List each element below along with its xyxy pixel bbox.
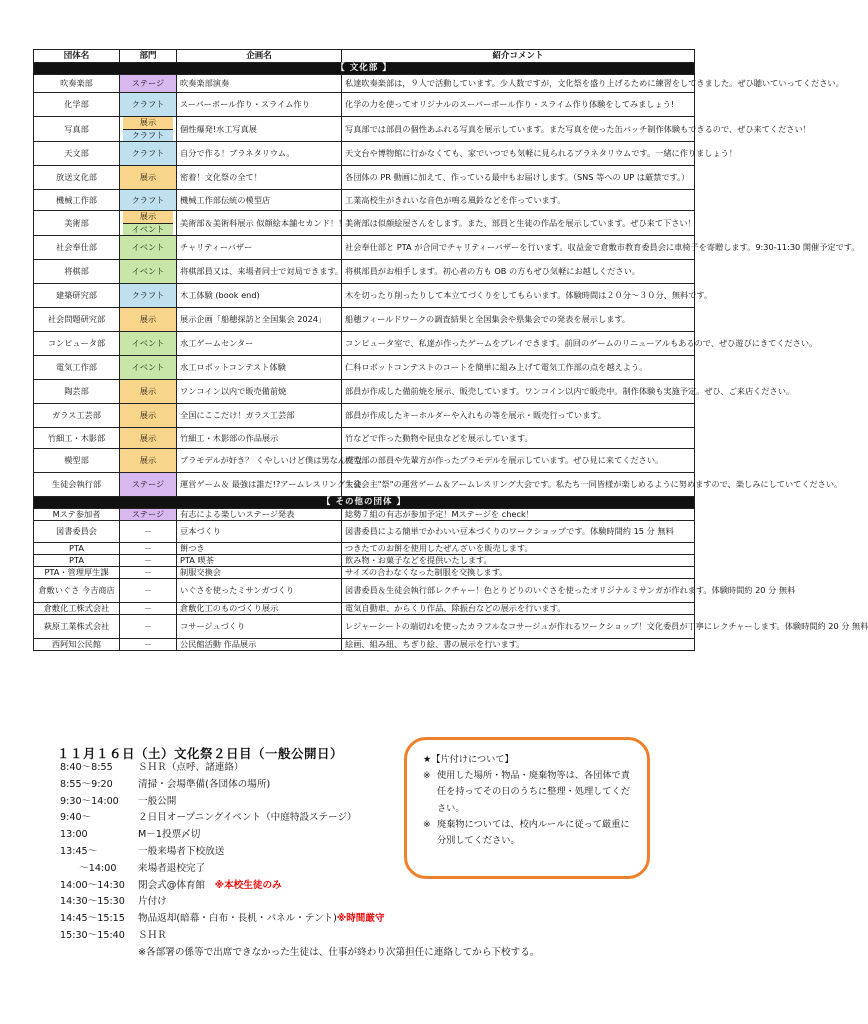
event-title: 機械工作部伝統の模型店 <box>177 190 342 211</box>
event-comment: 船穂フィールドワークの調査結果と全国集会や県集会での発表を展示します。 <box>342 308 695 332</box>
table-row <box>34 579 695 603</box>
category-badge: クラフト <box>123 129 173 142</box>
header-group: 団体名 <box>34 50 120 63</box>
note-mark: ※ <box>423 818 431 830</box>
event-title: 美術部＆美術科展示 似顔絵本舗セカンド！！！ <box>177 211 342 236</box>
category-cell: － <box>120 639 177 651</box>
table-row <box>34 166 695 190</box>
group-name: 機械工作部 <box>34 190 120 211</box>
event-title: コサージュづくり <box>177 615 342 639</box>
group-name: 電気工作部 <box>34 356 120 380</box>
event-title: スーパーボール作り・スライム作り <box>177 93 342 117</box>
event-title: いぐさを使ったミサンガづくり <box>177 579 342 603</box>
table-row <box>34 236 695 260</box>
event-title: 木工体験 (book end) <box>177 284 342 308</box>
group-name: 放送文化部 <box>34 166 120 190</box>
event-comment: 飲み物・お菓子などを提供いたします。 <box>342 555 695 567</box>
schedule-time: ～14:00 <box>60 862 117 874</box>
cleanup-notice-box <box>404 737 650 879</box>
group-name: 社会奉仕部 <box>34 236 120 260</box>
cleanup-title: ★【片付けについて】 <box>423 754 514 765</box>
category-cell: 展示 <box>120 404 177 428</box>
table-row <box>34 509 695 521</box>
event-title: 餅つき <box>177 543 342 555</box>
event-title: 倉敷化工のものづくり展示 <box>177 603 342 615</box>
table-row <box>34 356 695 380</box>
table-row <box>34 332 695 356</box>
category-cell: － <box>120 521 177 543</box>
event-comment: 模型部の部員や先輩方が作ったプラモデルを展示しています。ぜひ見に来てください。 <box>342 449 695 473</box>
schedule-item: 清掃・会場準備(各団体の場所) <box>138 778 271 790</box>
event-comment: サイズの合わなくなった制服を交換します。 <box>342 567 695 579</box>
table-row <box>34 567 695 579</box>
schedule-time: 8:40～8:55 <box>60 762 113 773</box>
category-cell: クラフト <box>120 93 177 117</box>
schedule-time: 9:40～ <box>60 812 92 824</box>
category-badge: 展示 <box>123 117 173 129</box>
event-title: 将棋部員又は、来場者同士で対局できます。 <box>177 260 342 284</box>
schedule-item: ２日目オープニングイベント（中庭特設ステージ） <box>138 812 357 824</box>
event-comment: 写真部では部員の個性あふれる写真を展示しています。また写真を使った缶バッチ制作体験もできるので、ぜひ来てください！ <box>342 117 695 142</box>
event-title: 水工ゲームセンター <box>177 332 342 356</box>
schedule-warning: ※時間厳守 <box>336 913 385 925</box>
table-row <box>34 260 695 284</box>
category-badge: 展示 <box>123 211 173 223</box>
event-title: プラモデルが好き？ くやしいけど僕は男なんだな <box>177 449 342 473</box>
schedule-item: 片付け <box>138 896 167 908</box>
schedule-item: ＳＨＲ（点呼、諸連絡） <box>138 762 244 773</box>
group-name: 倉敷いぐさ 今吉商店 <box>34 579 120 603</box>
event-comment: 生徒会主"祭"の運営ゲーム＆アームレスリング大会です。私たち一同皆様が楽しめるように努めますので、楽しみにしていてください。 <box>342 473 695 497</box>
category-cell: クラフト <box>120 284 177 308</box>
event-title: ワンコイン以内で販売備前焼 <box>177 380 342 404</box>
group-name: PTA <box>34 555 120 567</box>
event-comment: レジャーシートの端切れを使ったカラフルなコサージュが作れるワークショップ！文化委員が丁寧にレクチャーします。体験時間約 20 分 無料 <box>342 615 695 639</box>
event-title: PTA 喫茶 <box>177 555 342 567</box>
category-cell: イベント <box>120 236 177 260</box>
group-name: PTA・管理厚生課 <box>34 567 120 579</box>
table-row <box>34 117 695 142</box>
schedule-row <box>60 928 539 945</box>
event-comment: 社会奉仕部と PTA が合同でチャリティーバザーを行います。収益金で倉敷市教育委員会に車椅子を寄贈します。9:30-11:30 開催予定です。 <box>342 236 695 260</box>
schedule-time: 8:55～9:20 <box>60 778 113 790</box>
table-row <box>34 211 695 236</box>
table-row <box>34 284 695 308</box>
category-cell: － <box>120 567 177 579</box>
event-comment: 将棋部員がお相手します。初心者の方も OB の方もぜひ気軽にお越しください。 <box>342 260 695 284</box>
group-name: コンピュータ部 <box>34 332 120 356</box>
schedule-time: 14:30～15:30 <box>60 896 125 908</box>
category-cell: － <box>120 615 177 639</box>
group-name: 化学部 <box>34 93 120 117</box>
schedule-item: 閉会式@体育館 <box>138 879 215 891</box>
event-comment: 図書委員＆生徒会執行部レクチャー！色とりどりのいぐさを使ったオリジナルミサンガが作れます。体験時間約 20 分 無料 <box>342 579 695 603</box>
table-row <box>34 190 695 211</box>
table-row <box>34 521 695 543</box>
event-title: 個性爆発!水工写真展 <box>177 117 342 142</box>
section-header-culture: 【 文化部 】 <box>34 63 695 75</box>
event-title: 吹奏楽部演奏 <box>177 75 342 93</box>
event-comment: 部員が作成したキーホルダーや入れもの等を展示・販売行っています。 <box>342 404 695 428</box>
category-cell: － <box>120 579 177 603</box>
culture-section <box>34 63 860 497</box>
group-name: 模型部 <box>34 449 120 473</box>
group-name: PTA <box>34 543 120 555</box>
table-row <box>34 555 695 567</box>
group-name: 将棋部 <box>34 260 120 284</box>
category-cell: イベント <box>120 260 177 284</box>
table-row <box>34 308 695 332</box>
event-comment: 木を切ったり削ったりして本立てづくりをしてもらいます。体験時間は２０分～３０分、無料です。 <box>342 284 695 308</box>
cleanup-item: ※ 使用した場所・物品・廃棄物等は、各団体で責任を持ってその日のうちに整理・処理してください。 <box>423 768 633 817</box>
schedule-item: M－1投票〆切 <box>138 829 201 841</box>
schedule-row <box>60 894 539 911</box>
category-cell: 展示 <box>120 449 177 473</box>
schedule-time: 14:00～14:30 <box>60 879 125 891</box>
table-row <box>34 428 695 449</box>
category-badge: イベント <box>123 223 173 236</box>
event-title: 展示企画「船穂探訪と全国集会 2024」 <box>177 308 342 332</box>
category-cell: イベント <box>120 356 177 380</box>
group-name: 天文部 <box>34 142 120 166</box>
other-section <box>34 497 868 651</box>
group-name: 西阿知公民館 <box>34 639 120 651</box>
schedule-time: 9:30～14:00 <box>60 795 119 807</box>
event-title: チャリティーバザー <box>177 236 342 260</box>
program-table <box>33 49 868 651</box>
event-title: 竹細工・木影部の作品展示 <box>177 428 342 449</box>
schedule-item: 来場者退校完了 <box>138 862 206 874</box>
event-comment: 私達吹奏楽部は，９人で活動しています。少人数ですが，文化祭を盛り上げるために練習をしてきました。ぜひ聴いていってください。 <box>342 75 695 93</box>
category-cell: 展示 <box>120 380 177 404</box>
table-row <box>34 543 695 555</box>
category-cell <box>120 211 177 236</box>
group-name: ガラス工芸部 <box>34 404 120 428</box>
event-title: 制服交換会 <box>177 567 342 579</box>
event-title: 水工ロボットコンテスト体験 <box>177 356 342 380</box>
event-title: 豆本づくり <box>177 521 342 543</box>
group-name: 吹奏楽部 <box>34 75 120 93</box>
category-cell: 展示 <box>120 428 177 449</box>
event-comment: 竹などで作った動物や昆虫などを展示しています。 <box>342 428 695 449</box>
event-title: 自分で作る！プラネタリウム。 <box>177 142 342 166</box>
table-row <box>34 603 695 615</box>
event-title: 有志による楽しいステージ発表 <box>177 509 342 521</box>
category-cell: ステージ <box>120 509 177 521</box>
schedule-time: 15:30～15:40 <box>60 929 125 941</box>
group-name: 図書委員会 <box>34 521 120 543</box>
event-title: 密着！文化祭の全て！ <box>177 166 342 190</box>
event-comment: 美術部は似顔絵屋さんをします。また、部員と生徒の作品を展示しています。ぜひ来て下さい！ <box>342 211 695 236</box>
table-row <box>34 473 695 497</box>
schedule-item: ＳＨＲ <box>138 929 167 941</box>
schedule-time: 13:45～ <box>60 845 98 857</box>
category-cell: － <box>120 555 177 567</box>
event-comment: 仁科ロボットコンテストのコートを簡単に組み上げて電気工作部の点を越えよう。 <box>342 356 695 380</box>
section-header-other: 【 その他の団体 】 <box>34 497 695 509</box>
event-comment: 絵画、組み紐、ちぎり絵、書の展示を行います。 <box>342 639 695 651</box>
group-name: Mステ参加者 <box>34 509 120 521</box>
event-comment: 部員が作成した備前焼を展示、販売しています。ワンコイン以内で販売中。制作体験も実施予定。ぜひ、ご来店ください。 <box>342 380 695 404</box>
header-comment: 紹介コメント <box>342 50 695 63</box>
event-comment: 化学の力を使ってオリジナルのスーパーボール作り・スライム作り体験をしてみましょう! <box>342 93 695 117</box>
category-cell: － <box>120 603 177 615</box>
group-name: 美術部 <box>34 211 120 236</box>
schedule-row <box>60 878 539 895</box>
schedule-item: 一般公開 <box>138 795 177 807</box>
category-cell: イベント <box>120 332 177 356</box>
schedule-time: 13:00 <box>60 829 88 841</box>
schedule-item: 物品返却(暗幕・白布・長机・パネル・テント) <box>138 913 337 925</box>
table-row <box>34 380 695 404</box>
category-cell <box>120 117 177 142</box>
group-name: 竹細工・木影部 <box>34 428 120 449</box>
table-row <box>34 449 695 473</box>
event-comment: 電気自動車、からくり作品、除振台などの展示を行います。 <box>342 603 695 615</box>
category-cell: クラフト <box>120 142 177 166</box>
event-comment: 総勢７組の有志が参加予定！Mステージを check！ <box>342 509 695 521</box>
event-comment: コンピュータ室で、私達が作ったゲームをプレイできます。前回のゲームのリニューアルもあるので、ぜひ遊びにきてください。 <box>342 332 695 356</box>
table-row <box>34 404 695 428</box>
event-comment: 天文台や博物館に行かなくても、家でいつでも気軽に見られるプラネタリウムです。一緒に作りましょう！ <box>342 142 695 166</box>
category-cell: クラフト <box>120 190 177 211</box>
event-title: 運営ゲーム＆ 最強は誰だ!?アームレスリング大会 <box>177 473 342 497</box>
group-name: 倉敷化工株式会社 <box>34 603 120 615</box>
event-comment: 各団体の PR 動画に加えて、作っている最中もお届けします。（SNS 等への UP は厳禁です。） <box>342 166 695 190</box>
group-name: 陶芸部 <box>34 380 120 404</box>
group-name: 社会問題研究部 <box>34 308 120 332</box>
note-mark: ※ <box>423 770 431 782</box>
schedule-time: 14:45～15:15 <box>60 913 125 925</box>
cleanup-item: ※ 廃棄物については、校内ルールに従って厳重に分別してください。 <box>423 817 633 849</box>
category-cell: ステージ <box>120 75 177 93</box>
table-row <box>34 93 695 117</box>
category-cell: 展示 <box>120 308 177 332</box>
category-cell: ステージ <box>120 473 177 497</box>
group-name: 建築研究部 <box>34 284 120 308</box>
schedule-title: １１月１６日（土）文化祭２日目（一般公開日） <box>57 746 344 761</box>
group-name: 写真部 <box>34 117 120 142</box>
table-row <box>34 142 695 166</box>
category-cell: － <box>120 543 177 555</box>
schedule-note: ※各部署の係等で出席できなかった生徒は、仕事が終わり次第担任に連絡してから下校する。 <box>138 946 540 958</box>
table-header-row <box>34 50 695 63</box>
event-title: 全国にここだけ！ガラス工芸部 <box>177 404 342 428</box>
schedule-row <box>60 911 539 928</box>
header-title: 企画名 <box>177 50 342 63</box>
event-comment: つきたてのお餅を使用したぜんざいを販売します。 <box>342 543 695 555</box>
table-row <box>34 639 695 651</box>
table-row <box>34 75 695 93</box>
category-cell: 展示 <box>120 166 177 190</box>
event-comment: 工業高校生がきれいな音色が鳴る風鈴などを作っています。 <box>342 190 695 211</box>
schedule-warning: ※本校生徒のみ <box>214 879 282 891</box>
schedule-item: 一般来場者下校放送 <box>138 845 225 857</box>
table-row <box>34 615 695 639</box>
header-category: 部門 <box>120 50 177 63</box>
event-title: 公民館活動 作品展示 <box>177 639 342 651</box>
group-name: 萩原工業株式会社 <box>34 615 120 639</box>
event-comment: 図書委員による簡単でかわいい豆本づくりのワークショップです。体験時間約 15 分 無料 <box>342 521 695 543</box>
group-name: 生徒会執行部 <box>34 473 120 497</box>
